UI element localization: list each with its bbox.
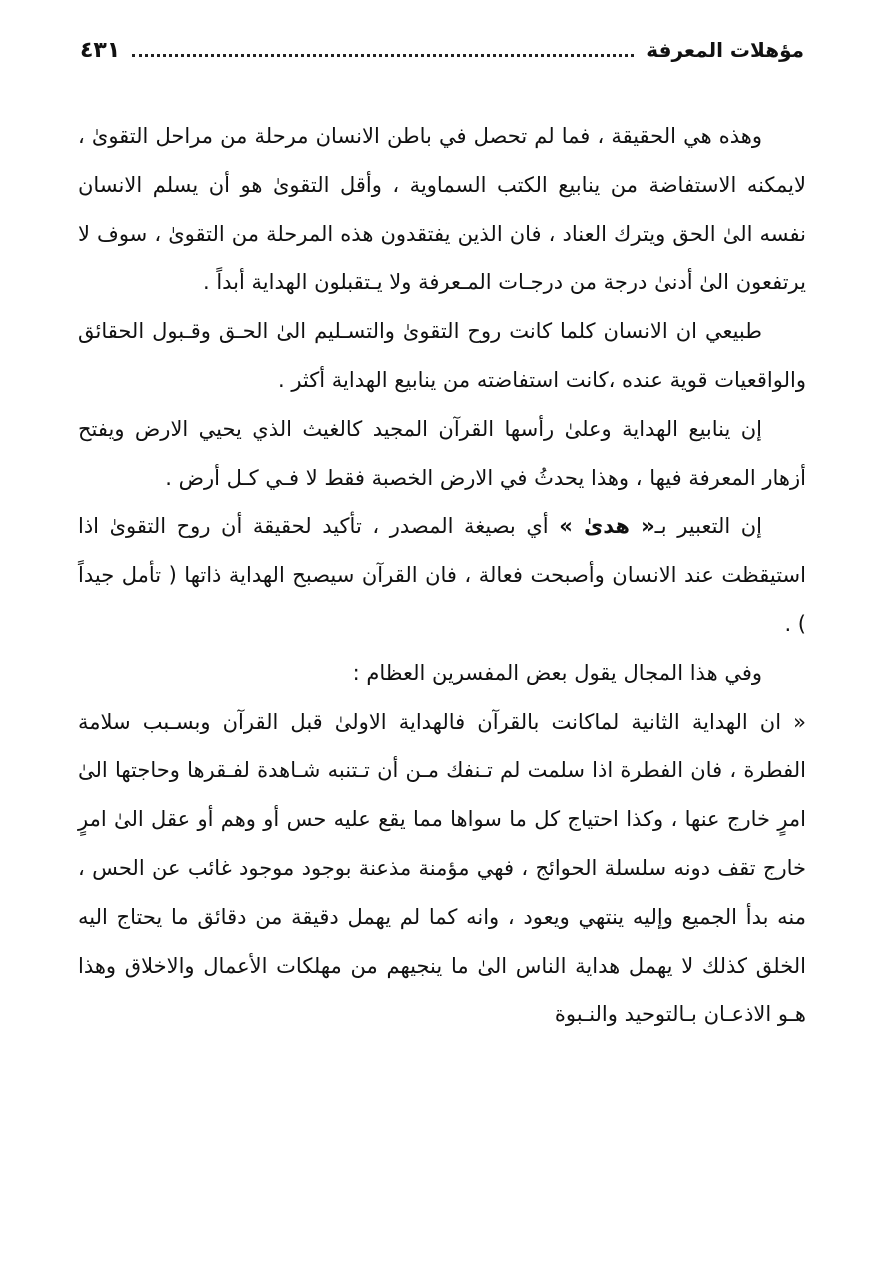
paragraph-2: طبيعي ان الانسان كلما كانت روح التقوىٰ والتسـليم الىٰ الحـق وقـبول الحقائق والواقعيات قوية عنده ،كانت استفاضته من ينابيع الهداية أكثر . (78, 319, 806, 392)
paragraph-1: وهذه هي الحقيقة ، فما لم تحصل في باطن الانسان مرحلة من مراحل التقوىٰ ، لايمكنه الاستفاضة من ينابيع الكتب السماوية ، وأقل التقوىٰ هو أن يسلم الانسان نفسه الىٰ الحق ويترك العناد ، فان الذين يفتقدون هذه المرحلة من التقوىٰ ، سوف لا يرتفعون الىٰ أدنىٰ درجة من درجـات المـعرفة ولا يـتقبلون الهداية أبداً . (78, 124, 806, 295)
highlighted-term: « هدىٰ » (559, 514, 655, 539)
paragraph-4-intro: إن التعبير بـ (654, 514, 762, 539)
chapter-title: مؤهلات المعرفة (646, 38, 804, 62)
paragraph-4 (78, 502, 806, 648)
header-dot-leader (132, 54, 634, 57)
running-header (80, 30, 804, 70)
page-number: ٤٣١ (80, 37, 121, 63)
paragraph-4-rest: أي بصيغة المصدر ، تأكيد لحقيقة أن روح التقوىٰ اذا استيقظت عند الانسان وأصبحت فعالة ، فان القرآن سيصبح الهداية ذاتها ( تأمل جيداً ) . (78, 514, 806, 636)
paragraph-3: إن ينابيع الهداية وعلىٰ رأسها القرآن المجيد كالغيث الذي يحيي الارض ويفتح أزهار المعرفة فيها ، وهذا يحدثُ في الارض الخصبة فقط لا فـي كـل أرض . (78, 416, 806, 490)
paragraph-5: وفي هذا المجال يقول بعض المفسرين العظام : (352, 660, 762, 685)
body-text (78, 112, 806, 1039)
quotation-paragraph: « ان الهداية الثانية لماكانت بالقرآن فالهداية الاولىٰ قبل القرآن وبسـبب سلامة الفطرة ، فان الفطرة اذا سلمت لم تـنفك مـن أن تـتنبه شـاهدة لفـقرها وحاجتها الىٰ امرٍ خارج عنها ، وكذا احتياج كل ما سواها مما يقع عليه حس أو وهم أو عقل الىٰ امرٍ خارج تقف دونه سلسلة الحوائج ، فهي مؤمنة مذعنة بوجود موجود غائب عن الحس ، منه بدأ الجميع وإليه ينتهي ويعود ، وانه كما لم يهمل دقيقة من دقائق ما يحتاج اليه الخلق كذلك لا يهمل هداية الناس الىٰ ما ينجيهم من مهلكات الأعمال والاخلاق وهذا هـو الاذعـان بـالتوحيد والنـبوة (78, 709, 806, 1027)
